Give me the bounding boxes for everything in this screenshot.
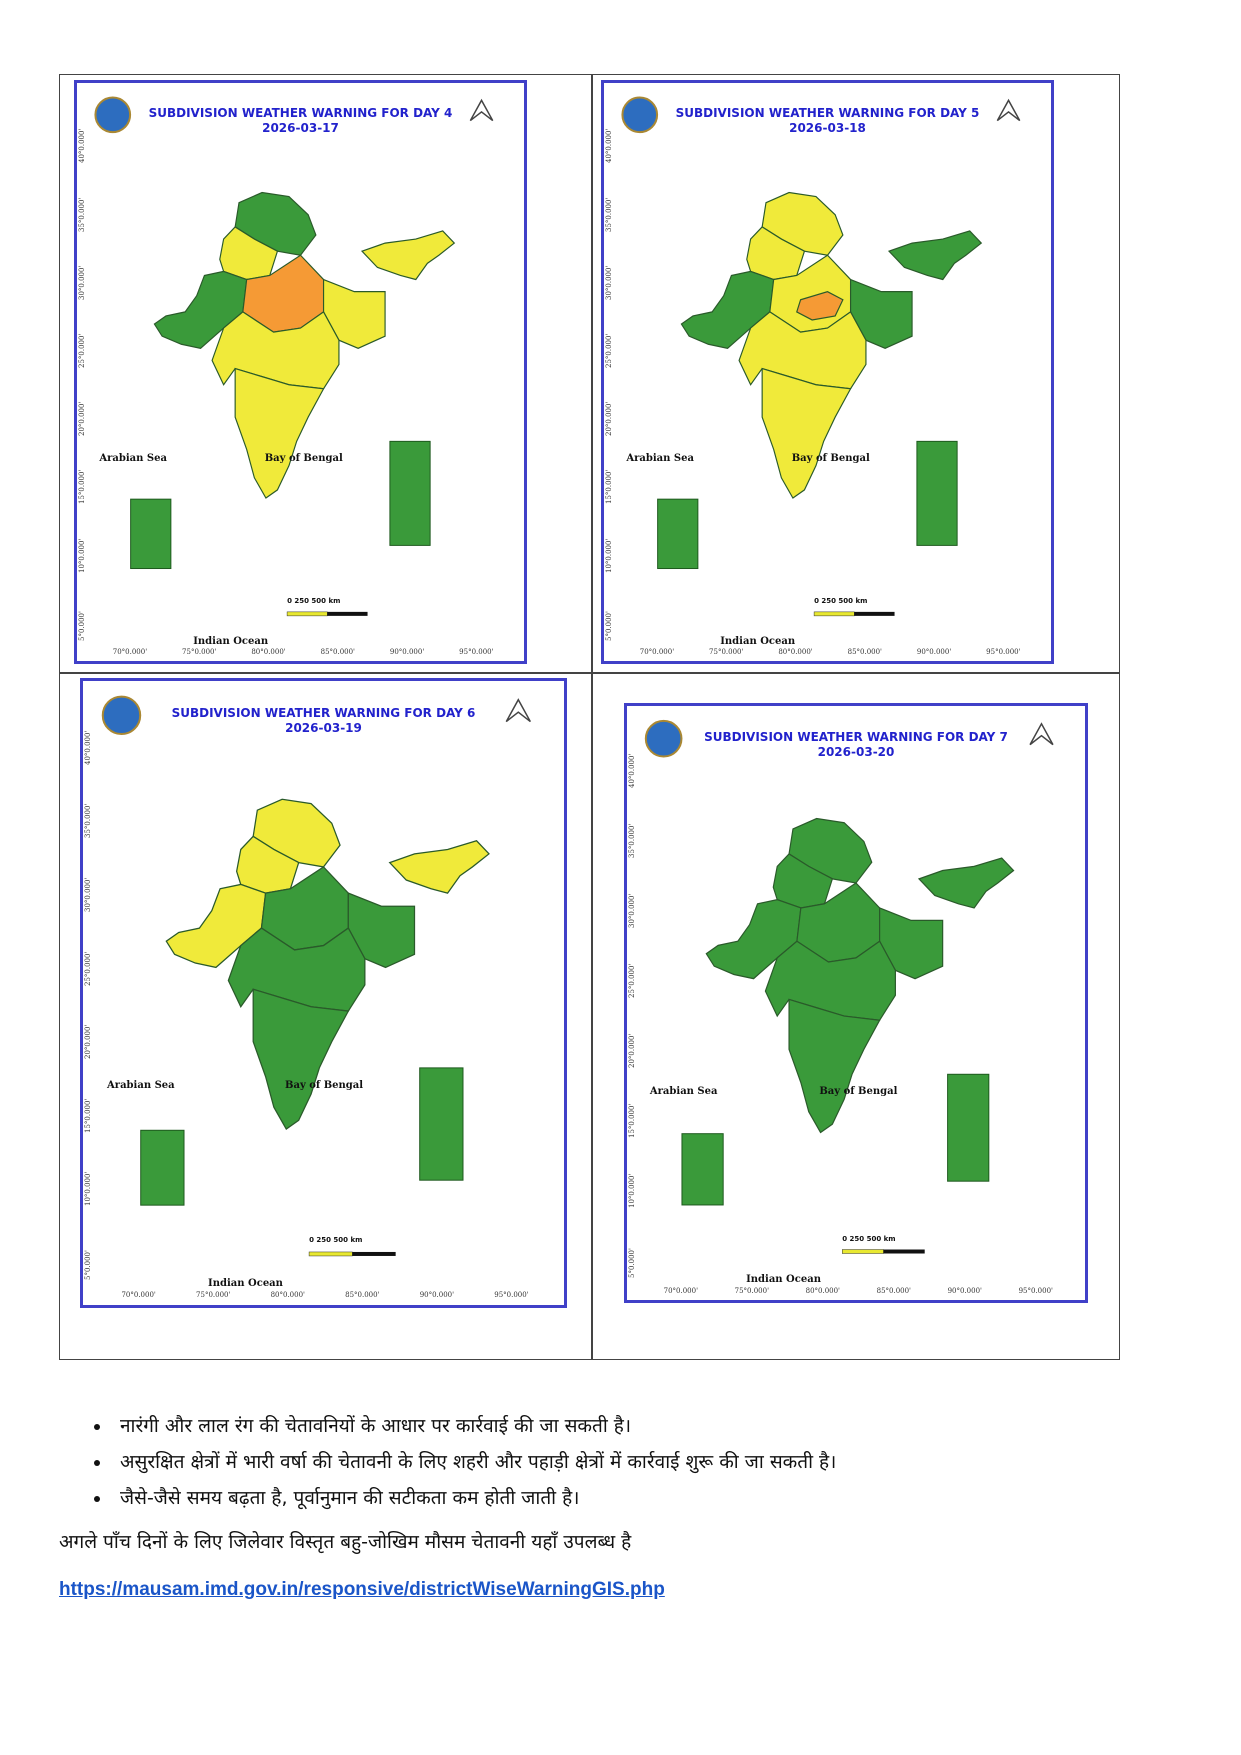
lat-tick: 5°0.000' <box>78 610 86 641</box>
region-ne <box>889 231 981 280</box>
lon-tick: 75°0.000' <box>182 648 217 657</box>
scale-bar-yellow <box>309 1252 352 1256</box>
lat-tick: 25°0.000' <box>628 963 636 998</box>
map-date: 2026-03-18 <box>789 121 866 136</box>
lat-tick: 15°0.000' <box>605 470 613 505</box>
lon-tick: 95°0.000' <box>459 648 494 657</box>
scale-label: 0 250 500 km <box>814 597 868 606</box>
scale-label: 0 250 500 km <box>842 1234 896 1243</box>
region-ne <box>390 841 489 893</box>
andaman-inset <box>948 1074 989 1181</box>
map-date: 2026-03-17 <box>262 121 339 136</box>
scale-bar-black <box>327 612 367 616</box>
lat-tick: 25°0.000' <box>605 333 613 369</box>
lat-tick: 5°0.000' <box>605 610 613 641</box>
grid-divider-horizontal <box>60 672 1119 674</box>
lat-tick: 40°0.000' <box>78 129 86 164</box>
lat-tick: 35°0.000' <box>628 823 636 858</box>
lat-tick: 25°0.000' <box>84 951 92 986</box>
scale-bar-black <box>883 1250 924 1254</box>
region-ne <box>919 858 1014 908</box>
scale-label: 0 250 500 km <box>309 1236 363 1245</box>
label-arabian-sea: Arabian Sea <box>649 1086 718 1098</box>
lat-tick: 20°0.000' <box>605 401 613 437</box>
lon-tick: 85°0.000' <box>847 648 882 657</box>
label-indian-ocean: Indian Ocean <box>746 1274 821 1286</box>
lat-tick: 35°0.000' <box>78 197 86 232</box>
lat-tick: 15°0.000' <box>78 470 86 505</box>
andaman-inset <box>420 1068 463 1180</box>
map-title: SUBDIVISION WEATHER WARNING FOR DAY 7 <box>704 729 1008 744</box>
scale-bar-black <box>352 1252 395 1256</box>
label-arabian-sea: Arabian Sea <box>107 1080 175 1092</box>
india-map <box>83 681 564 1305</box>
lon-tick: 85°0.000' <box>345 1291 380 1300</box>
lat-tick: 40°0.000' <box>84 730 92 765</box>
label-indian-ocean: Indian Ocean <box>193 636 269 648</box>
andaman-inset <box>917 441 957 545</box>
scale-bar-yellow <box>814 612 854 616</box>
lon-tick: 70°0.000' <box>663 1286 698 1295</box>
note-item: • असुरक्षित क्षेत्रों में भारी वर्षा की चेतावनी के लिए शहरी और पहाड़ी क्षेत्रों में कार्रवाई शुरू की जा सकती है। <box>112 1444 1232 1480</box>
lakshadweep-inset <box>658 499 698 568</box>
map-title: SUBDIVISION WEATHER WARNING FOR DAY 6 <box>171 705 476 720</box>
map-panel-day4 <box>74 80 527 664</box>
district-warning-paragraph: अगले पाँच दिनों के लिए जिलेवार विस्तृत बहु-जोखिम मौसम चेतावनी यहाँ उपलब्ध है <box>59 1531 632 1553</box>
lat-tick: 15°0.000' <box>628 1103 636 1139</box>
map-date: 2026-03-19 <box>285 720 362 735</box>
note-item: • जैसे-जैसे समय बढ़ता है, पूर्वानुमान की सटीकता कम होती जाती है। <box>112 1480 1232 1516</box>
lakshadweep-inset <box>141 1130 184 1205</box>
label-bay-of-bengal: Bay of Bengal <box>819 1086 898 1098</box>
lat-tick: 30°0.000' <box>84 877 92 912</box>
label-arabian-sea: Arabian Sea <box>626 452 694 464</box>
lon-tick: 85°0.000' <box>320 648 355 657</box>
region-ne <box>362 231 454 280</box>
notes-list <box>72 1408 1232 1516</box>
lat-tick: 30°0.000' <box>605 265 613 300</box>
label-indian-ocean: Indian Ocean <box>720 636 796 648</box>
lon-tick: 90°0.000' <box>947 1286 982 1295</box>
lat-tick: 30°0.000' <box>78 265 86 300</box>
lon-tick: 85°0.000' <box>876 1286 911 1295</box>
label-bay-of-bengal: Bay of Bengal <box>264 452 343 464</box>
lon-tick: 75°0.000' <box>734 1286 769 1295</box>
lon-tick: 95°0.000' <box>986 648 1021 657</box>
scale-bar-black <box>854 612 894 616</box>
map-panel-day6 <box>80 678 567 1308</box>
lat-tick: 30°0.000' <box>628 893 636 928</box>
lat-tick: 20°0.000' <box>78 401 86 437</box>
lat-tick: 10°0.000' <box>84 1172 92 1207</box>
lon-tick: 70°0.000' <box>639 648 675 657</box>
label-bay-of-bengal: Bay of Bengal <box>285 1080 364 1092</box>
map-title: SUBDIVISION WEATHER WARNING FOR DAY 5 <box>675 106 980 121</box>
lat-tick: 10°0.000' <box>628 1173 636 1209</box>
district-warning-link[interactable]: https://mausam.imd.gov.in/responsive/districtWiseWarningGIS.php <box>59 1579 665 1600</box>
lakshadweep-inset <box>131 499 171 568</box>
lon-tick: 80°0.000' <box>270 1291 305 1300</box>
lat-tick: 25°0.000' <box>78 333 86 369</box>
map-date: 2026-03-20 <box>817 744 895 759</box>
label-arabian-sea: Arabian Sea <box>99 452 167 464</box>
lon-tick: 95°0.000' <box>494 1291 529 1300</box>
lat-tick: 35°0.000' <box>84 803 92 839</box>
india-map <box>604 83 1051 661</box>
lat-tick: 10°0.000' <box>605 538 613 573</box>
lon-tick: 70°0.000' <box>112 648 148 657</box>
lon-tick: 90°0.000' <box>389 648 425 657</box>
lakshadweep-inset <box>682 1134 723 1205</box>
lon-tick: 75°0.000' <box>196 1291 231 1300</box>
lon-tick: 75°0.000' <box>709 648 744 657</box>
map-title: SUBDIVISION WEATHER WARNING FOR DAY 4 <box>148 106 453 121</box>
lon-tick: 80°0.000' <box>251 648 286 657</box>
lon-tick: 80°0.000' <box>805 1286 840 1295</box>
scale-label: 0 250 500 km <box>287 597 341 606</box>
map-panel-day5 <box>601 80 1054 664</box>
grid-divider-vertical <box>591 75 593 1359</box>
lat-tick: 15°0.000' <box>84 1098 92 1133</box>
lat-tick: 20°0.000' <box>628 1033 636 1068</box>
india-map <box>77 83 524 661</box>
lat-tick: 20°0.000' <box>84 1024 92 1060</box>
andaman-inset <box>390 441 430 545</box>
lon-tick: 70°0.000' <box>121 1291 156 1300</box>
label-indian-ocean: Indian Ocean <box>208 1278 283 1290</box>
note-item: • नारंगी और लाल रंग की चेतावनियों के आधार पर कार्रवाई की जा सकती है। <box>112 1408 1232 1444</box>
lat-tick: 40°0.000' <box>628 753 636 788</box>
scale-bar-yellow <box>287 612 327 616</box>
lat-tick: 5°0.000' <box>84 1250 92 1281</box>
india-map <box>627 706 1085 1300</box>
scale-bar-yellow <box>842 1250 883 1254</box>
lon-tick: 90°0.000' <box>419 1291 455 1300</box>
lon-tick: 95°0.000' <box>1018 1286 1053 1295</box>
lat-tick: 5°0.000' <box>628 1248 636 1279</box>
lat-tick: 35°0.000' <box>605 197 613 232</box>
lon-tick: 80°0.000' <box>778 648 813 657</box>
lon-tick: 90°0.000' <box>916 648 952 657</box>
lat-tick: 10°0.000' <box>78 538 86 573</box>
map-panel-day7 <box>624 703 1088 1303</box>
lat-tick: 40°0.000' <box>605 129 613 164</box>
label-bay-of-bengal: Bay of Bengal <box>791 452 870 464</box>
